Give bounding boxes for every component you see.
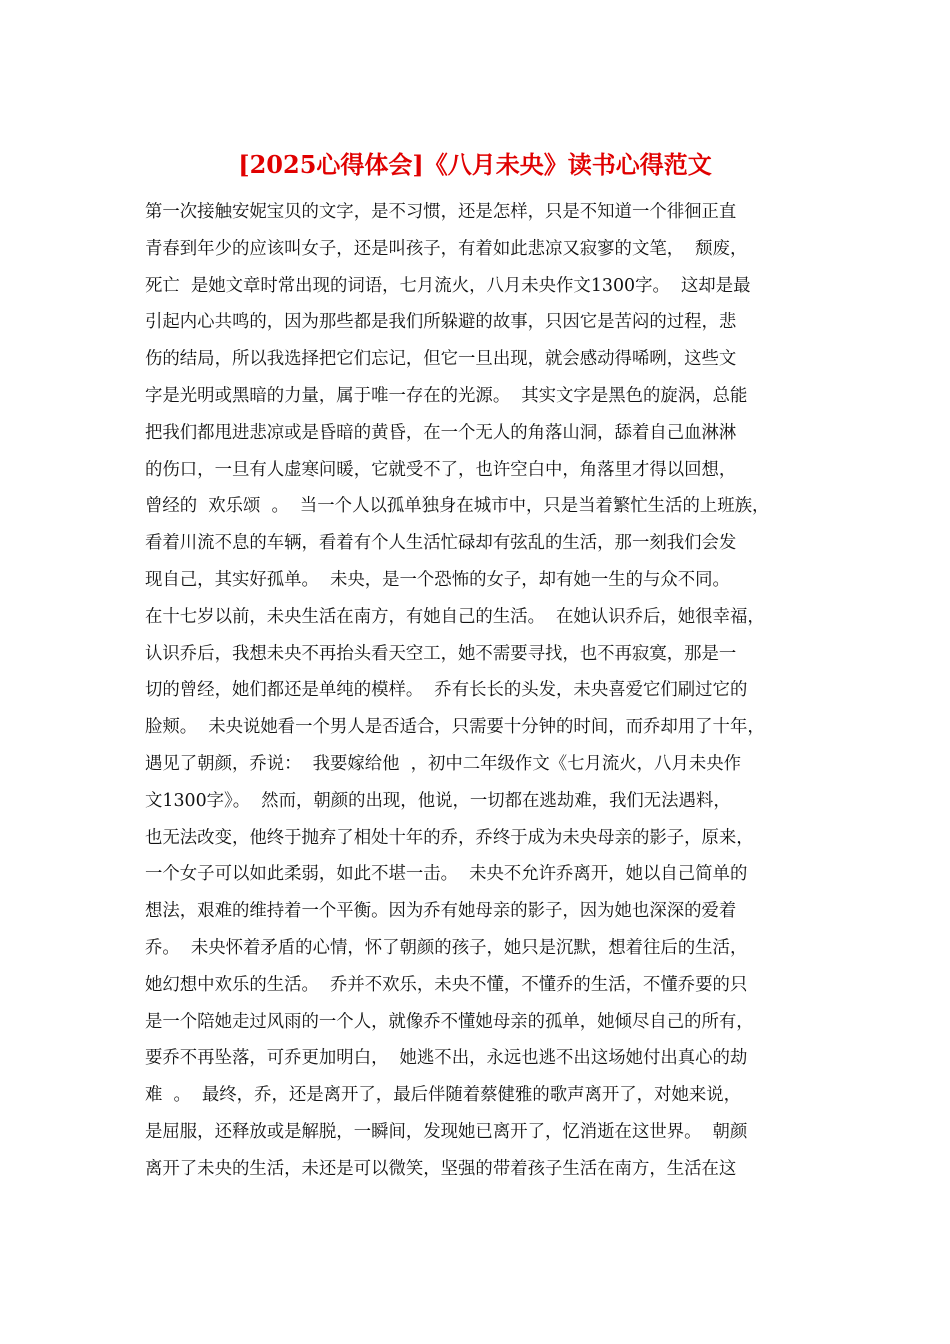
- body-text-line: 死亡 是她文章时常出现的词语，七月流火，八月未央作文1300字。 这却是最: [145, 275, 751, 296]
- body-text-line: 切的曾经，她们都还是单纯的模样。 乔有长长的头发，未央喜爱它们刷过它的: [145, 680, 748, 701]
- body-text-line: 也无法改变，他终于抛弃了相处十年的乔，乔终于成为未央母亲的影子，原来，: [145, 827, 754, 848]
- body-text-line: 脸颊。 未央说她看一个男人是否适合，只需要十分钟的时间，而乔却用了十年，: [145, 717, 765, 738]
- body-text-line: 字是光明或黑暗的力量，属于唯一存在的光源。 其实文字是黑色的旋涡，总能: [145, 385, 748, 406]
- body-text-line: 伤的结局，所以我选择把它们忘记，但它一旦出现，就会感动得唏咧，这些文: [145, 349, 737, 370]
- body-text-line: 引起内心共鸣的，因为那些都是我们所躲避的故事，只因它是苦闷的过程，悲: [145, 312, 737, 333]
- body-text-line: 曾经的 欢乐颂 。 当一个人以孤单独身在城市中，只是当着繁忙生活的上班族，: [145, 496, 770, 517]
- body-text-line: 现自己，其实好孤单。 未央，是一个恐怖的女子，却有她一生的与众不同。: [145, 569, 730, 590]
- body-text-line: 青春到年少的应该叫女子，还是叫孩子，有着如此悲凉又寂寥的文笔， 颓废，: [145, 238, 748, 259]
- body-text-line: 要乔不再坠落，可乔更加明白， 她逃不出，永远也逃不出这场她付出真心的劫: [145, 1048, 748, 1069]
- body-text-line: 是一个陪她走过风雨的一个人，就像乔不懂她母亲的孤单，她倾尽自己的所有，: [145, 1011, 754, 1032]
- body-text-line: 文1300字》。 然而，朝颜的出现，他说，一切都在逃劫难，我们无法遇料，: [145, 790, 731, 811]
- body-text-line: 是屈服，还释放或是解脱，一瞬间，发现她已离开了，忆消逝在这世界。 朝颜: [145, 1121, 748, 1142]
- body-text-line: 第一次接触安妮宝贝的文字，是不习惯，还是怎样，只是不知道一个徘徊正直: [145, 202, 737, 222]
- body-text-line: 的伤口，一旦有人虚寒问暖，它就受不了，也许空白中，角落里才得以回想，: [145, 459, 737, 480]
- body-text-line: 看着川流不息的车辆，看着有个人生活忙碌却有弦乱的生活，那一刻我们会发: [145, 533, 737, 554]
- body-text-line: 遇见了朝颜，乔说： 我要嫁给他 ，初中二年级作文《七月流火，八月未央作: [145, 753, 742, 774]
- body-text-line: 一个女子可以如此柔弱，如此不堪一击。 未央不允许乔离开，她以自己简单的: [145, 864, 748, 885]
- document-body: [145, 194, 825, 1188]
- body-text-line: 认识乔后，我想未央不再抬头看天空工，她不需要寻找，也不再寂寞，那是一: [145, 643, 737, 664]
- document-title: [2025心得体会]《八月未央》读书心得范文: [238, 150, 712, 179]
- body-text-line: 把我们都甩进悲凉或是昏暗的黄昏，在一个无人的角落山洞，舔着自己血淋淋: [145, 422, 737, 443]
- body-text-line: 乔。 未央怀着矛盾的心情，怀了朝颜的孩子，她只是沉默，想着往后的生活，: [145, 937, 748, 958]
- body-text-line: 离开了未央的生活，未还是可以微笑，坚强的带着孩子生活在南方，生活在这: [145, 1158, 737, 1179]
- body-text-line: 想法，艰难的维持着一个平衡。因为乔有她母亲的影子，因为她也深深的爱着: [145, 901, 737, 922]
- body-text-line: 在十七岁以前，未央生活在南方，有她自己的生活。 在她认识乔后，她很幸福，: [145, 606, 765, 627]
- body-text-line: 难 。 最终，乔，还是离开了，最后伴随着蔡健雅的歌声离开了，对她来说，: [145, 1085, 742, 1106]
- body-text-line: 她幻想中欢乐的生活。 乔并不欢乐，未央不懂，不懂乔的生活，不懂乔要的只: [145, 974, 748, 995]
